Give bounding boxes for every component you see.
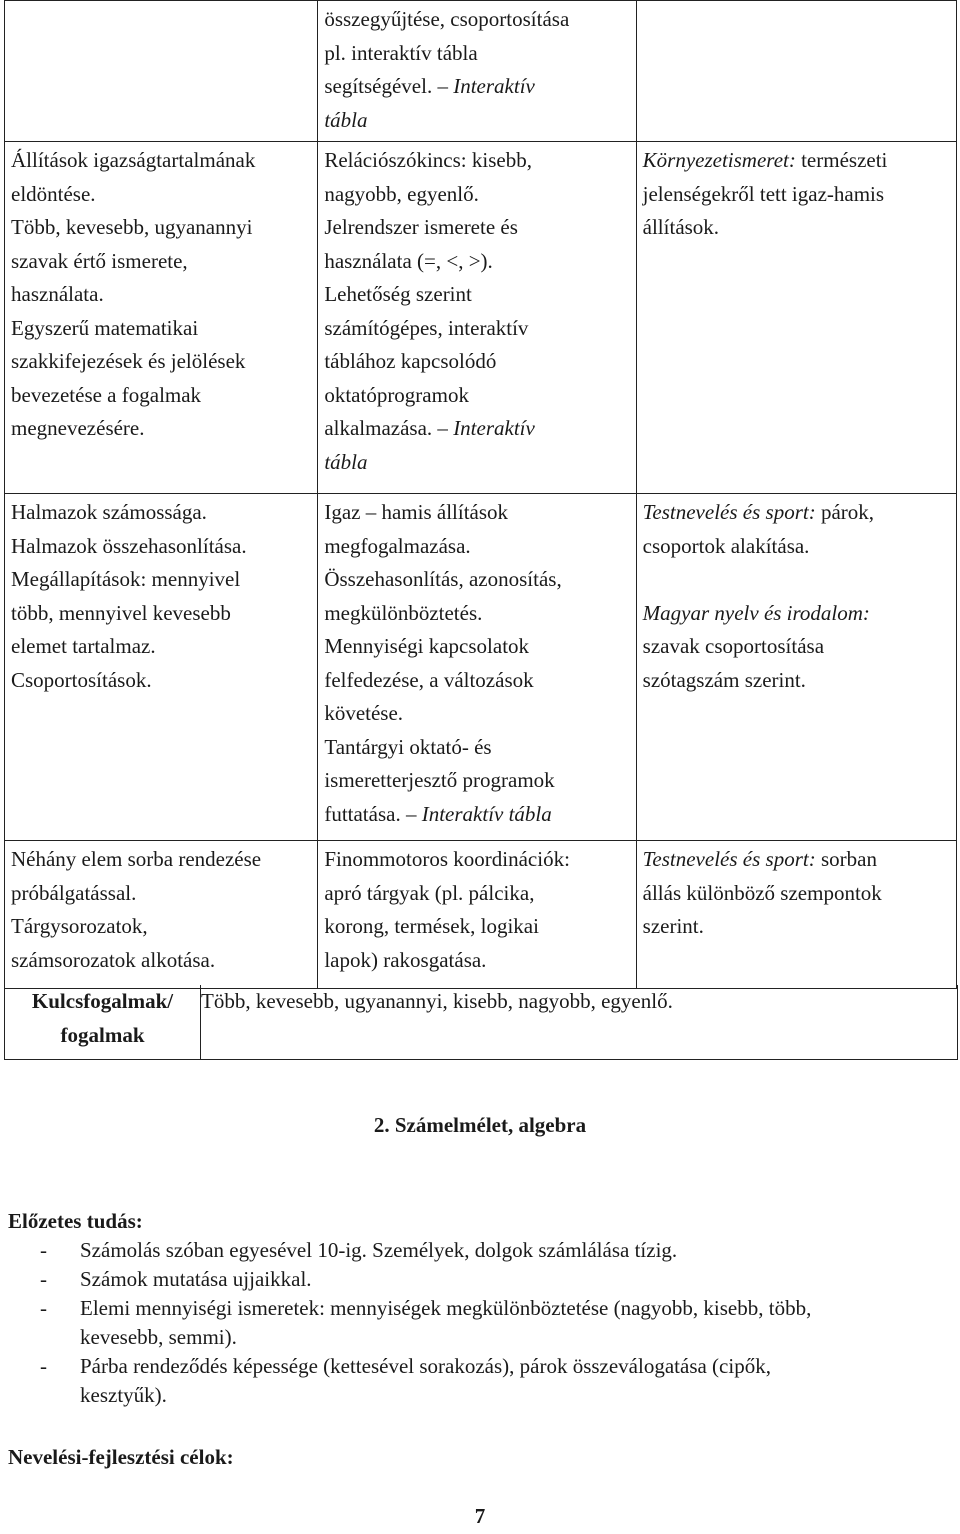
cell-text: segítségével. –: [324, 74, 454, 98]
cell-text-line: [324, 843, 629, 877]
cell-text: összegyűjtése, csoportosítása: [324, 7, 570, 31]
cell-text: ismeretterjesztő programok: [324, 768, 555, 792]
cell-text: apró tárgyak (pl. pálcika,: [324, 880, 535, 905]
cell-text-line: [11, 412, 311, 446]
table-row: [5, 142, 957, 494]
cell-text-line: [11, 843, 311, 877]
cell-text-line: [324, 597, 629, 631]
list-item: [8, 1236, 958, 1265]
table-cell-connections: [636, 494, 956, 841]
list-item-text: kevesebb, semmi).: [80, 1325, 237, 1349]
list-item-text: kesztyűk).: [80, 1383, 167, 1407]
table-row: [5, 841, 957, 989]
cell-text-line: [324, 764, 629, 798]
key-concepts-label-line2: fogalmak: [60, 1022, 145, 1047]
cell-text: Csoportosítások.: [11, 667, 152, 692]
cell-text-line: [324, 70, 629, 104]
bullet-dash: -: [40, 1238, 47, 1262]
cell-text-line: [643, 496, 950, 530]
cell-text-line: [324, 697, 629, 731]
cell-text-italic: Testnevelés és sport:: [642, 500, 816, 524]
cell-text-line: [643, 563, 950, 597]
cell-text-line: [324, 211, 629, 245]
cell-text: állítások.: [642, 215, 720, 239]
cell-text-line: [324, 798, 629, 832]
table-cell-connections: [636, 142, 956, 494]
cell-text-line: [324, 731, 629, 765]
cell-text: táblához kapcsolódó: [324, 349, 497, 373]
cell-text: párok,: [815, 500, 875, 524]
table-cell-activities: [318, 142, 636, 494]
cell-text-line: [324, 664, 629, 698]
cell-text-line: [11, 278, 311, 312]
cell-text-line: [643, 910, 950, 944]
cell-text: Egyszerű matematikai: [11, 315, 199, 340]
cell-text: számsorozatok alkotása.: [11, 947, 216, 972]
cell-text: állás különböző szempontok: [642, 880, 882, 905]
cell-text: elemet tartalmaz.: [11, 634, 156, 658]
cell-text-line: [11, 245, 311, 279]
cell-text: természeti: [795, 148, 888, 172]
cell-text-line: [643, 877, 950, 911]
cell-text-line: [643, 630, 950, 664]
cell-text-line: [324, 3, 629, 37]
cell-text: használata.: [11, 282, 104, 306]
cell-text-line: [11, 379, 311, 413]
cell-text-line: [11, 178, 311, 212]
cell-text-line: [324, 37, 629, 71]
bullet-dash: -: [40, 1267, 47, 1291]
bullet-dash: -: [40, 1296, 47, 1320]
prior-knowledge-list: [8, 1236, 958, 1410]
cell-text-italic: tábla: [324, 107, 368, 132]
cell-text-line: [11, 563, 311, 597]
table-row: [5, 1, 957, 142]
cell-text-line: [11, 345, 311, 379]
cell-text: Mennyiségi kapcsolatok: [324, 634, 530, 658]
cell-text-line: [11, 944, 311, 978]
cell-text-line: [643, 530, 950, 564]
table-cell-activities: [318, 494, 636, 841]
cell-text: felfedezése, a változások: [324, 667, 534, 692]
list-item: [8, 1265, 958, 1294]
cell-text-italic: Magyar nyelv és irodalom:: [642, 600, 870, 625]
cell-text: megnevezésére.: [11, 416, 145, 440]
cell-text-line: [11, 630, 311, 664]
cell-text-italic: Testnevelés és sport:: [642, 847, 816, 871]
cell-text: Összehasonlítás, azonosítás,: [324, 567, 562, 591]
cell-text: lapok) rakosgatása.: [324, 947, 487, 972]
cell-text-line: [324, 245, 629, 279]
cell-text-line: [324, 312, 629, 346]
cell-text: Igaz – hamis állítások: [324, 500, 509, 524]
cell-text: Halmazok összehasonlítása.: [11, 533, 247, 558]
table-cell-topics: [5, 494, 318, 841]
table-cell-connections: [636, 841, 956, 989]
cell-text: Lehetőség szerint: [324, 282, 472, 306]
cell-text-line: [643, 178, 950, 212]
cell-text: számítógépes, interaktív: [324, 315, 529, 340]
cell-text: csoportok alakítása.: [642, 533, 810, 558]
cell-text: alkalmazása. –: [324, 416, 454, 440]
cell-text-line: [643, 664, 950, 698]
key-concepts-row: [5, 985, 958, 1059]
cell-text-italic: Interaktív tábla: [421, 801, 552, 826]
cell-text-line: [11, 664, 311, 698]
list-item-text: Számolás szóban egyesével 10-ig. Személyek, dolgok számlálása tízig.: [80, 1238, 678, 1262]
cell-text-italic: Interaktív: [453, 416, 535, 440]
cell-text-line: [324, 345, 629, 379]
cell-text: Állítások igazságtartalmának: [11, 148, 256, 172]
cell-text-line: [324, 530, 629, 564]
cell-text: követése.: [324, 701, 404, 725]
bullet-dash: -: [40, 1354, 47, 1378]
cell-text: bevezetése a fogalmak: [11, 382, 202, 407]
cell-text: Tantárgyi oktató- és: [324, 734, 492, 759]
key-concepts-value: Több, kevesebb, ugyanannyi, kisebb, nagyobb, egyenlő.: [201, 985, 958, 1059]
cell-text-line: [324, 496, 629, 530]
key-concepts-table: [4, 985, 958, 1060]
page-number: 7: [474, 1504, 486, 1528]
cell-text: próbálgatással.: [11, 880, 137, 905]
cell-text: futtatása. –: [324, 801, 422, 826]
cell-text-line: [324, 178, 629, 212]
cell-text: szerint.: [642, 914, 704, 938]
cell-text-line: [643, 843, 950, 877]
cell-text: oktatóprogramok: [324, 382, 469, 407]
key-concepts-label-line1: Kulcsfogalmak/: [31, 989, 174, 1013]
cell-text: pl. interaktív tábla: [324, 40, 478, 65]
cell-text-line: [643, 211, 950, 245]
curriculum-table-body: [5, 1, 957, 989]
cell-text-line: [324, 104, 629, 138]
cell-text: Halmazok számossága.: [11, 500, 207, 524]
cell-text-line: [11, 877, 311, 911]
table-cell-activities: [318, 841, 636, 989]
cell-text-line: [324, 278, 629, 312]
cell-text: Több, kevesebb, ugyanannyi: [11, 215, 253, 239]
cell-text: szavak csoportosítása: [642, 634, 825, 658]
cell-text: megfogalmazása.: [324, 533, 471, 558]
prior-knowledge-heading: Előzetes tudás:: [8, 1209, 143, 1233]
cell-text: nagyobb, egyenlő.: [324, 181, 479, 206]
table-cell-activities: [318, 1, 636, 142]
cell-text-line: [643, 597, 950, 631]
cell-text-line: [324, 379, 629, 413]
cell-text-line: [11, 597, 311, 631]
cell-text-line: [11, 312, 311, 346]
cell-text: szótagszám szerint.: [642, 667, 806, 692]
cell-text-italic: tábla: [324, 449, 368, 474]
cell-text-line: [11, 910, 311, 944]
table-cell-topics: [5, 1, 318, 142]
cell-text-line: [324, 630, 629, 664]
table-cell-connections: [636, 1, 956, 142]
cell-text: több, mennyivel kevesebb: [11, 600, 231, 625]
cell-text: jelenségekről tett igaz-hamis: [642, 181, 885, 206]
list-item: [8, 1294, 958, 1352]
cell-text: eldöntése.: [11, 181, 96, 206]
key-concepts-label: [5, 985, 201, 1059]
list-item: [8, 1352, 958, 1410]
cell-text-line: [324, 877, 629, 911]
cell-text-line: [324, 944, 629, 978]
list-item-text: Párba rendeződés képessége (kettesével sorakozás), párok összeválogatása (cipők,: [80, 1354, 771, 1378]
cell-text: Relációszókincs: kisebb,: [324, 148, 532, 172]
goals-heading: Nevelési-fejlesztési célok:: [8, 1445, 234, 1469]
cell-text: szavak értő ismerete,: [11, 248, 188, 273]
cell-text-line: [324, 412, 629, 446]
table-cell-topics: [5, 841, 318, 989]
table-cell-topics: [5, 142, 318, 494]
cell-text: Megállapítások: mennyivel: [11, 567, 241, 591]
cell-text-italic: Környezetismeret:: [642, 148, 796, 172]
cell-text: szakkifejezések és jelölések: [11, 349, 246, 373]
cell-text-line: [324, 910, 629, 944]
cell-text: Jelrendszer ismerete és: [324, 215, 518, 239]
cell-text-line: [11, 144, 311, 178]
cell-text-line: [324, 446, 629, 480]
cell-text: Tárgysorozatok,: [11, 914, 148, 938]
cell-text-line: [11, 530, 311, 564]
cell-text: korong, termések, logikai: [324, 914, 539, 938]
cell-text-line: [324, 144, 629, 178]
curriculum-table: [4, 0, 957, 989]
cell-text-line: [11, 211, 311, 245]
cell-text-line: [324, 563, 629, 597]
list-item-text: Számok mutatása ujjaikkal.: [80, 1267, 312, 1291]
cell-text: használata (=, <, >).: [324, 248, 493, 273]
cell-text: sorban: [815, 847, 877, 871]
cell-text: megkülönböztetés.: [324, 600, 483, 625]
section-title: 2. Számelmélet, algebra: [373, 1113, 587, 1137]
cell-text: Finommotoros koordinációk:: [324, 847, 570, 871]
table-row: [5, 494, 957, 841]
list-item-text: Elemi mennyiségi ismeretek: mennyiségek megkülönböztetése (nagyobb, kisebb, több,: [80, 1296, 812, 1320]
cell-text-italic: Interaktív: [453, 74, 535, 98]
cell-text-line: [643, 144, 950, 178]
cell-text: Néhány elem sorba rendezése: [11, 847, 262, 871]
cell-text-line: [11, 496, 311, 530]
